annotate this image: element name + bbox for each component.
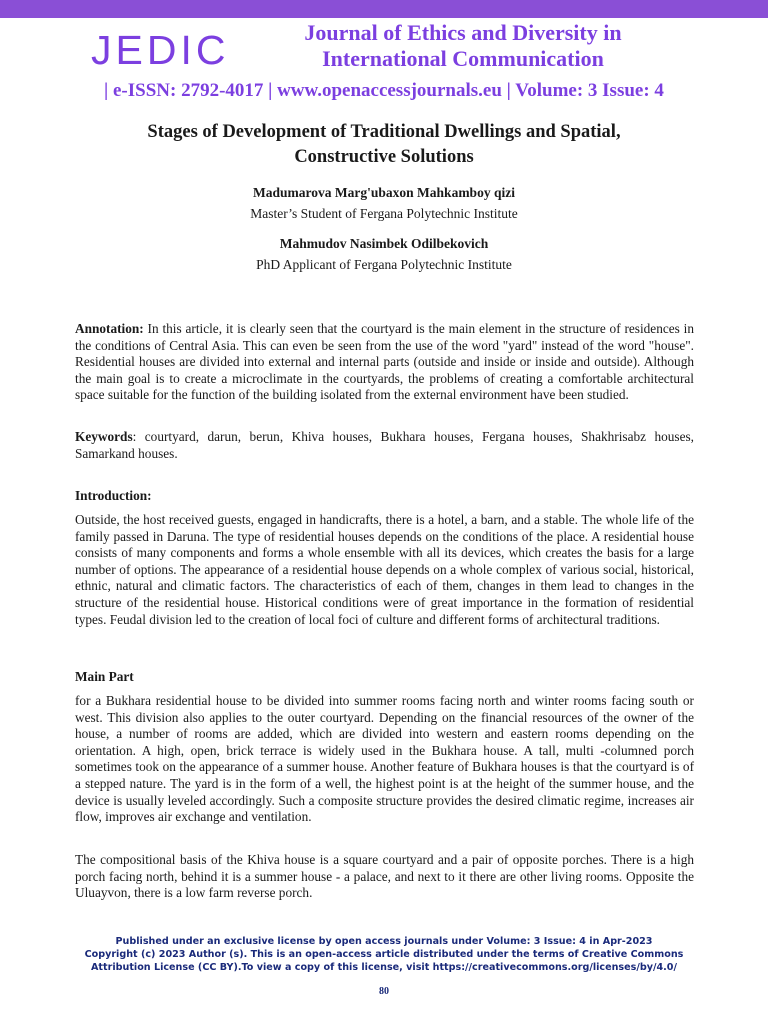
journal-title <box>258 20 668 72</box>
author-affiliation-2: PhD Applicant of Fergana Polytechnic Institute <box>256 257 512 272</box>
author-name-2: Mahmudov Nasimbek Odilbekovich <box>279 236 489 251</box>
main-part-paragraph-2: The compositional basis of the Khiva house is a square courtyard and a pair of opposite porches. There is a high porch facing north, behind it is a summer house - a palace, and next to it there are other living rooms. Opposite the Uluayvon, there is a low farm reverse porch. <box>75 852 694 901</box>
main-part-paragraph-1: for a Bukhara residential house to be divided into summer rooms facing north and winter rooms facing south or west. This division also applies to the outer courtyard. Depending on the financial resources of the owner of the house, a number of rooms are added, which are divided into western and eastern rooms depending on the orientation. A high, open, brick terrace is widely used in the Bukhara house. A tall, multi -columned porch sometimes took on the appearance of a summer house. Another feature of Bukhara houses is that the courtyard is of a stepped nature. The yard is in the form of a well, the highest point is at the height of the summer house, and the device is usually leveled accordingly. Such a composite structure provides the desired climatic regime, increases air flow, improves air exchange and ventilation. <box>75 693 694 825</box>
article-title <box>90 120 678 170</box>
journal-title-line1: Journal of Ethics and Diversity in <box>304 20 622 45</box>
license-footer <box>70 935 698 974</box>
article-title-line2: Constructive Solutions <box>294 147 474 167</box>
author-affiliation-1: Master’s Student of Fergana Polytechnic Institute <box>250 206 518 221</box>
journal-title-line2: International Communication <box>322 46 604 71</box>
annotation-text: In this article, it is clearly seen that the courtyard is the main element in the structure of residences in the conditions of Central Asia. This can even be seen from the use of the word "yard" instead of the word "house". Residential houses are divided into external and internal parts (outside and inside or inside and outside). Although the main goal is to create a microclimate in the courtyards, the problems of creating a comfortable architectural space suitable for the function of the building isolated from the external environment have been studied. <box>75 321 694 403</box>
header-color-bar <box>0 0 768 18</box>
journal-logo: JEDIC <box>91 27 230 73</box>
footer-line1: Published under an exclusive license by open access journals under Volume: 3 Issue: 4 in Apr-2023 <box>115 936 653 947</box>
issn-line: | e-ISSN: 2792-4017 | www.openaccessjournals.eu | Volume: 3 Issue: 4 <box>104 80 664 101</box>
main-part-heading: Main Part <box>75 669 134 684</box>
keywords-text: : courtyard, darun, berun, Khiva houses, Bukhara houses, Fergana houses, Shakhrisabz houses, Samarkand houses. <box>75 429 694 461</box>
author-name-1: Madumarova Marg'ubaxon Mahkamboy qizi <box>253 185 515 200</box>
introduction-heading: Introduction: <box>75 488 152 503</box>
annotation-paragraph <box>75 321 694 404</box>
introduction-paragraph: Outside, the host received guests, engaged in handicrafts, there is a hotel, a barn, and a stable. The whole life of the family passed in Daruna. The type of residential houses depends on the conditions of the place. A residential house consists of many components and forms a whole ensemble with all its devices, which creates the basis for a large number of options. The appearance of a residential house depends on a whole complex of various social, historical, ethnic, natural and climatic factors. The characteristics of each of them, changes in them lead to changes in the structure of the residential house. Historical conditions were of great importance in the formation of residential types. Feudal division led to the creation of local foci of culture and different forms of architectural traditions. <box>75 512 694 627</box>
page-number: 80 <box>379 986 389 997</box>
footer-line2: Copyright (c) 2023 Author (s). This is an open-access article distributed under the terms of Creative Commons <box>84 949 684 960</box>
footer-line3: Attribution License (CC BY).To view a copy of this license, visit https://creativecommons.org/licenses/by/4.0/ <box>91 962 677 973</box>
annotation-label: Annotation: <box>75 321 144 336</box>
keywords-label: Keywords <box>75 429 133 444</box>
keywords-paragraph <box>75 429 694 462</box>
article-title-line1: Stages of Development of Traditional Dwellings and Spatial, <box>147 122 621 142</box>
